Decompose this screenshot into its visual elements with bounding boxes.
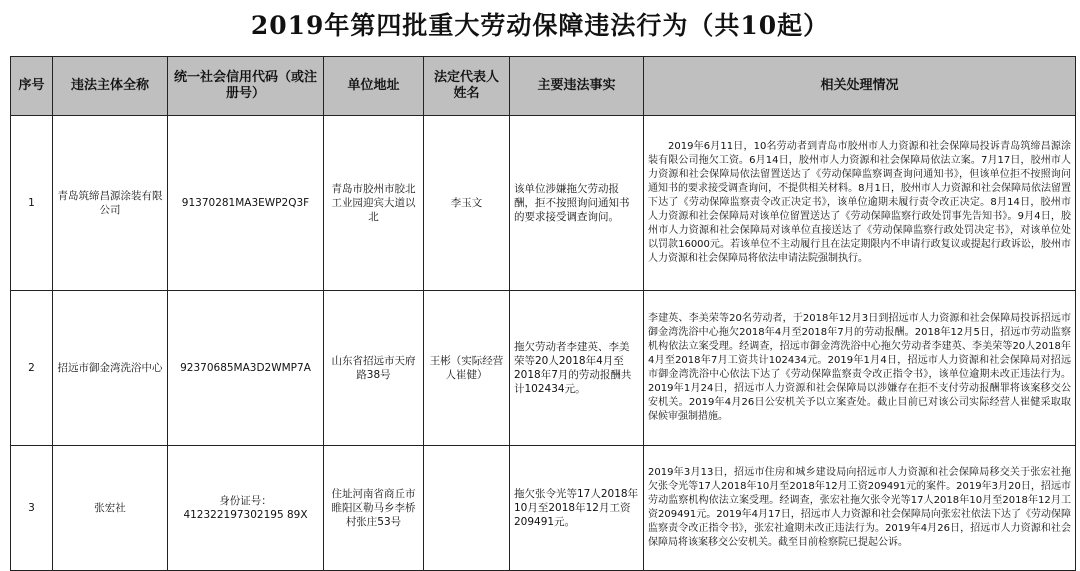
header-address: 单位地址 [324, 57, 424, 116]
table-row [11, 116, 1076, 291]
header-code: 统一社会信用代码（或注册号） [168, 57, 324, 116]
row-code: 92370685MA3D2WMP7A [168, 291, 324, 446]
table-row [11, 446, 1076, 571]
row-handling: 李建英、李美荣等20名劳动者，于2018年12月3日到招远市人力资源和社会保障局投诉招远市御金湾洗浴中心拖欠2018年4月至2018年7月的劳动报酬。2018年12月5日，招远市劳动监察机构依法立案受理。经调查，招远市御金湾洗浴中心拖欠劳动者李建英、李美荣等20人2018年4月至2018年7月工资共计102434元。2019年1月4日，招远市人力资源和社会保障局对招远市御金湾洗浴中心依法下达了《劳动保障监察责令改正指令书》，该单位逾期未改正违法行为。2019年1月24日，招远市人力资源和社会保障局以涉嫌存在拒不支付劳动报酬罪将该案移交公安机关。2019年4月26日公安机关予以立案查处。截止目前已对该公司实际经营人崔健采取取保候审强制措施。 [644, 291, 1076, 446]
row-entity: 张宏社 [53, 446, 168, 571]
row-legal-rep [424, 446, 510, 571]
row-handling: 2019年6月11日，10名劳动者到青岛市胶州市人力资源和社会保障局投诉青岛筑缔昌源涂装有限公司拖欠工资。6月14日，胶州市人力资源和社会保障局依法立案。7月17日，胶州市人力资源和社会保障局依法留置送达了《劳动保障监察调查询问通知书》，但该单位拒不按照询问通知书的要求接受调查询问，不提供相关材料。8月1日，胶州市人力资源和社会保障局依法留置下达了《劳动保障监察责令改正决定书》，该单位逾期未履行责令改正决定。8月14日，胶州市人力资源和社会保障局对该单位留置送达了《劳动保障监察行政处罚事先告知书》。9月4日，胶州市人力资源和社会保障局对该单位直接送达了《劳动保障监察行政处罚决定书》，对该单位处以罚款16000元。若该单位不主动履行且在法定期限内不申请行政复议或提起行政诉讼，胶州市人力资源和社会保障局将依法申请法院强制执行。 [644, 116, 1076, 291]
header-entity: 违法主体全称 [53, 57, 168, 116]
header-facts: 主要违法事实 [510, 57, 644, 116]
page-title: 2019年第四批重大劳动保障违法行为（共10起） [250, 11, 830, 40]
row-address: 青岛市胶州市胶北工业园迎宾大道以北 [324, 116, 424, 291]
table-header-row [11, 57, 1076, 116]
header-legal-rep: 法定代表人姓名 [424, 57, 510, 116]
header-seq: 序号 [11, 57, 53, 116]
header-handling: 相关处理情况 [644, 57, 1076, 116]
row-facts: 拖欠劳动者李建英、李美荣等20人2018年4月至2018年7月的劳动报酬共计102434元。 [510, 291, 644, 446]
row-legal-rep: 李玉文 [424, 116, 510, 291]
row-entity: 青岛筑缔昌源涂装有限公司 [53, 116, 168, 291]
row-legal-rep: 王彬（实际经营人崔健） [424, 291, 510, 446]
row-entity: 招远市御金湾洗浴中心 [53, 291, 168, 446]
row-code: 91370281MA3EWP2Q3F [168, 116, 324, 291]
row-facts: 该单位涉嫌拖欠劳动报酬，拒不按照询问通知书的要求接受调查询问。 [510, 116, 644, 291]
row-code: 身份证号：412322197302195 89X [168, 446, 324, 571]
table-row [11, 291, 1076, 446]
row-seq: 1 [11, 116, 53, 291]
violations-table [10, 56, 1076, 571]
row-handling: 2019年3月13日，招远市住房和城乡建设局向招远市人力资源和社会保障局移交关于张宏社拖欠张令光等17人2018年10月至2018年12月工资209491元的案件。2019年3月20日，招远市劳动监察机构依法立案受理。经调查，张宏社拖欠张令光等17人2018年10月至2018年12月工资209491元。2019年4月17日，招远市人力资源和社会保障局向张宏社依法下达了《劳动保障监察责令改正指令书》，张宏社逾期未改正违法行为。2019年4月26日，招远市人力资源和社会保障局将该案移交公安机关。截至目前检察院已提起公诉。 [644, 446, 1076, 571]
row-address: 住址河南省商丘市睢阳区勒马乡李桥村张庄53号 [324, 446, 424, 571]
row-seq: 3 [11, 446, 53, 571]
row-facts: 拖欠张令光等17人2018年10月至2018年12月工资209491元。 [510, 446, 644, 571]
row-address: 山东省招远市天府路38号 [324, 291, 424, 446]
row-seq: 2 [11, 291, 53, 446]
